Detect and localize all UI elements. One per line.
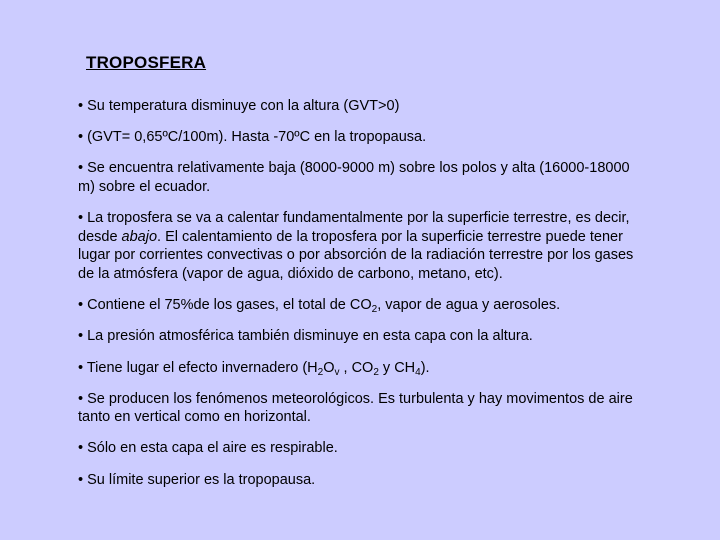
bullet-item: [78, 159, 648, 196]
bullet-item: [78, 209, 648, 283]
bullet-item: [78, 390, 648, 427]
bullet-text: O: [323, 359, 335, 376]
bullet-item: [78, 128, 648, 147]
bullet-text: • La presión atmosférica también disminuye en esta capa con la altura.: [78, 328, 533, 345]
subscript: 2: [317, 366, 324, 378]
bullet-text: , CO: [339, 359, 374, 376]
bullet-item: [78, 296, 648, 315]
bullet-text: . El calentamiento de la troposfera por la superficie terrestre puede tener lugar por corrientes convectivas o por absorción de la radiación terrestre por los gases de la atmósfera (vapor de agua, dióxido de carbono, metano, etc).: [78, 228, 634, 282]
subscript: 2: [373, 366, 379, 378]
bullet-list: [78, 97, 648, 502]
bullet-text: • La troposfera se va a calentar fundamentalmente por la superficie terrestre, es decir, desde: [78, 210, 630, 245]
bullet-item: [78, 97, 648, 116]
bullet-text: • Se producen los fenómenos meteorológicos. Es turbulenta y hay movimentos de aire tanto en vertical como en horizontal.: [78, 390, 633, 426]
bullet-item: [78, 327, 648, 346]
bullet-item: [78, 359, 648, 378]
bullet-text: • Su límite superior es la tropopausa.: [78, 471, 316, 488]
subscript: 4: [415, 366, 421, 378]
bullet-item: [78, 471, 648, 490]
bullet-text: • Contiene el 75%de los gases, el total de CO: [78, 297, 372, 314]
bullet-text: • Tiene lugar el efecto invernadero (H: [78, 359, 318, 376]
slide-title: TROPOSFERA: [86, 53, 207, 72]
subscript: v: [334, 366, 340, 378]
bullet-text: , vapor de agua y aerosoles.: [377, 297, 561, 314]
bullet-text: • Se encuentra relativamente baja (8000-9000 m) sobre los polos y alta (16000-18000 m) sobre el ecuador.: [78, 160, 630, 195]
bullet-text: • (GVT= 0,65ºC/100m). Hasta -70ºC en la tropopausa.: [78, 129, 427, 146]
subscript: 2: [371, 304, 378, 316]
bullet-text: • Sólo en esta capa el aire es respirable.: [78, 440, 338, 457]
italic-text: abajo: [121, 228, 158, 245]
bullet-item: [78, 439, 648, 458]
bullet-text: y CH: [378, 359, 416, 376]
bullet-text: • Su temperatura disminuye con la altura (GVT>0): [78, 98, 400, 114]
bullet-text: ).: [420, 359, 430, 376]
